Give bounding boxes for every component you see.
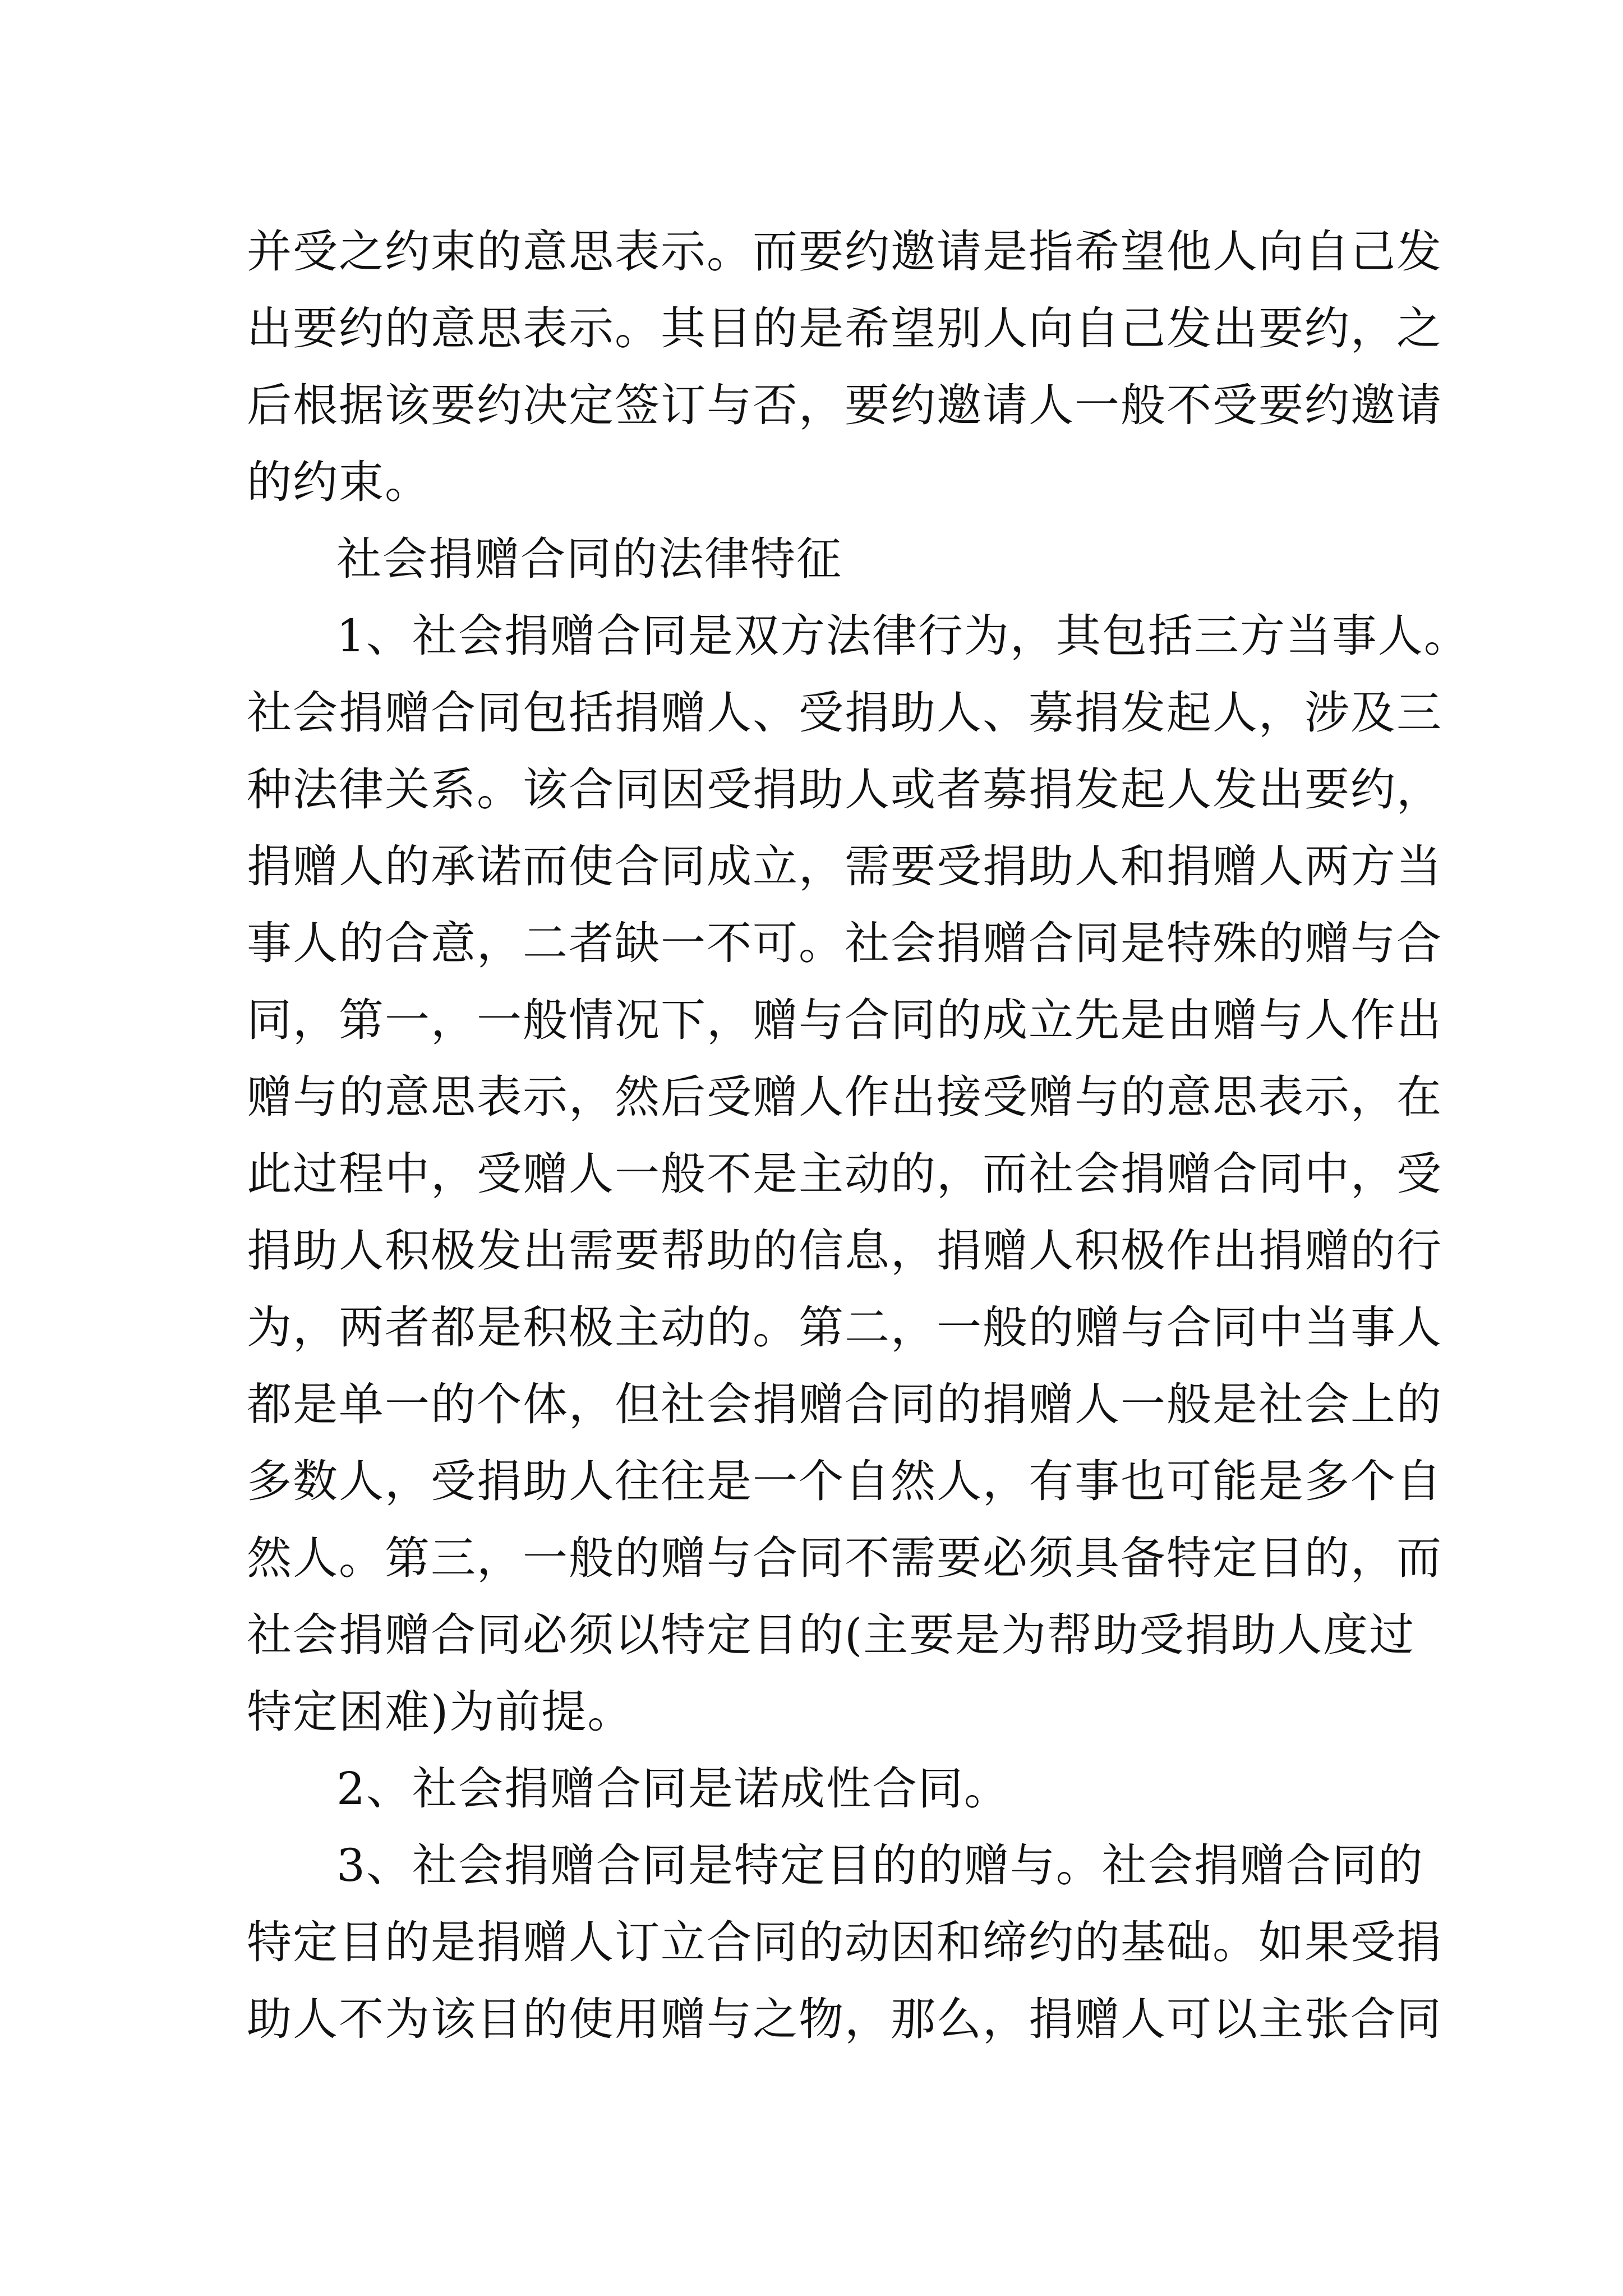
text-line: 多数人，受捐助人往往是一个自然人，有事也可能是多个自 — [247, 1455, 1442, 1507]
text-line: 种法律关系。该合同因受捐助人或者募捐发起人发出要约， — [247, 763, 1442, 816]
text-line: 都是单一的个体，但社会捐赠合同的捐赠人一般是社会上的 — [247, 1378, 1442, 1430]
text-line: 1、社会捐赠合同是双方法律行为，其包括三方当事人。 — [336, 610, 1470, 662]
text-line: 捐助人积极发出需要帮助的信息，捐赠人积极作出捐赠的行 — [247, 1225, 1442, 1277]
section-heading: 社会捐赠合同的法律特征 — [336, 533, 842, 585]
text-line: 并受之约束的意思表示。而要约邀请是指希望他人向自己发 — [247, 226, 1442, 278]
text-line: 的约束。 — [247, 456, 431, 508]
text-line: 事人的合意，二者缺一不可。社会捐赠合同是特殊的赠与合 — [247, 917, 1442, 969]
text-line: 为，两者都是积极主动的。第二，一般的赠与合同中当事人 — [247, 1301, 1442, 1354]
text-line: 社会捐赠合同必须以特定目的(主要是为帮助受捐助人度过 — [247, 1609, 1415, 1661]
text-line: 此过程中，受赠人一般不是主动的，而社会捐赠合同中，受 — [247, 1148, 1442, 1200]
text-line: 同，第一，一般情况下，赠与合同的成立先是由赠与人作出 — [247, 994, 1442, 1046]
text-line: 赠与的意思表示，然后受赠人作出接受赠与的意思表示，在 — [247, 1071, 1442, 1123]
text-line: 2、社会捐赠合同是诺成性合同。 — [336, 1763, 1010, 1815]
text-line: 助人不为该目的使用赠与之物，那么，捐赠人可以主张合同 — [247, 1993, 1442, 2045]
text-line: 然人。第三，一般的赠与合同不需要必须具备特定目的，而 — [247, 1532, 1442, 1584]
text-line: 捐赠人的承诺而使合同成立，需要受捐助人和捐赠人两方当 — [247, 840, 1442, 892]
text-line: 出要约的意思表示。其目的是希望别人向自己发出要约，之 — [247, 302, 1442, 355]
text-line: 社会捐赠合同包括捐赠人、受捐助人、募捐发起人，涉及三 — [247, 687, 1442, 739]
text-line: 3、社会捐赠合同是特定目的的赠与。社会捐赠合同的 — [336, 1839, 1424, 1892]
body-text — [247, 213, 1470, 2058]
text-line: 后根据该要约决定签订与否，要约邀请人一般不受要约邀请 — [247, 379, 1442, 431]
text-line: 特定目的是捐赠人订立合同的动因和缔约的基础。如果受捐 — [247, 1916, 1442, 1968]
text-line: 特定困难)为前提。 — [247, 1686, 634, 1738]
